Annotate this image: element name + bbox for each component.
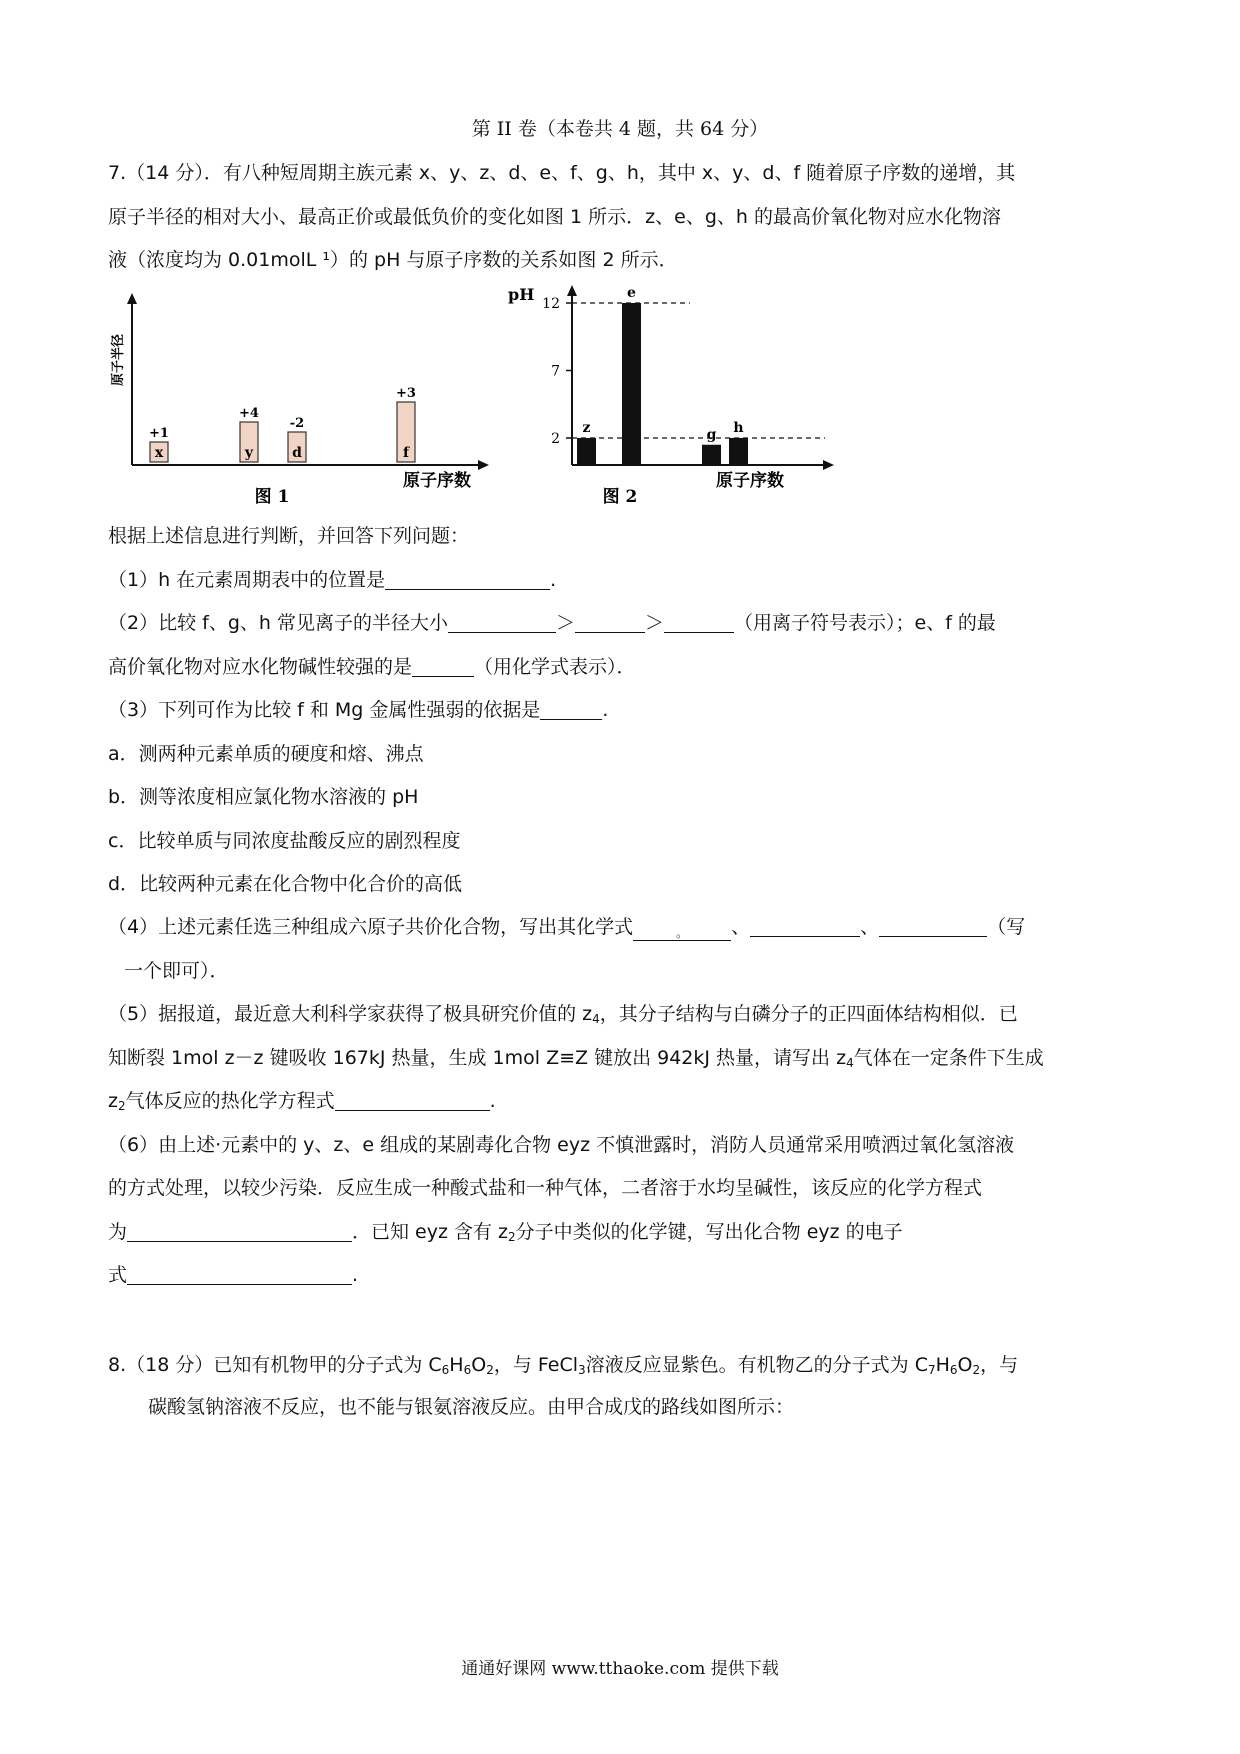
section-title: 第 II 卷（本卷共 4 题，共 64 分） bbox=[471, 118, 769, 140]
q7-intro-line-2: 原子半径的相对大小、最高正价或最低负价的变化如图 1 所示．z、e、g、h 的最高价氧化物对应水化物溶 bbox=[108, 206, 1001, 228]
fig1-bar-category-label: f bbox=[402, 445, 410, 461]
q7-part-2-text: （2）比较 f、g、h 常见离子的半径大小 bbox=[108, 612, 448, 634]
fig2-ytick-label: 12 bbox=[542, 296, 560, 312]
q7-part-6-text-c1: 为 bbox=[108, 1221, 128, 1243]
q7-part-6: （6）由上述·元素中的 y、z、e 组成的某剧毒化合物 eyz 不慎泄露时，消防人员通常采用喷洒过氧化氢溶液 bbox=[108, 1134, 1015, 1156]
option-c: c．比较单质与同浓度盐酸反应的剧烈程度 bbox=[108, 830, 461, 852]
fig1-valence-label: -2 bbox=[289, 416, 305, 431]
fig1-bars bbox=[149, 386, 416, 462]
subscript: 3 bbox=[578, 1363, 586, 1377]
fig2-ytick-label: 7 bbox=[551, 363, 560, 380]
answer-blank-2c[interactable] bbox=[664, 612, 734, 633]
answer-blank-2d[interactable] bbox=[412, 656, 474, 677]
q7-part-6-line-3 bbox=[108, 1219, 903, 1250]
q7-part-5 bbox=[108, 1001, 1018, 1032]
subscript: 2 bbox=[486, 1363, 494, 1377]
fig2-bar-label: h bbox=[733, 420, 744, 436]
q7-part-4 bbox=[108, 914, 1025, 941]
q7-part-1-end: . bbox=[550, 569, 557, 591]
answer-blank-5[interactable] bbox=[335, 1090, 490, 1111]
fig1-x-arrow bbox=[478, 460, 489, 470]
q7-part-5-text-a2: ，其分子结构与白磷分子的正四面体结构相似．已 bbox=[599, 1003, 1018, 1025]
q8-text: 8.（18 分）已知有机物甲的分子式为 C bbox=[108, 1354, 442, 1376]
fig1-valence-label: +4 bbox=[239, 406, 259, 421]
fig1-valence-label: +1 bbox=[149, 426, 169, 441]
answer-blank-2a[interactable] bbox=[448, 612, 556, 633]
q8-text: O bbox=[957, 1354, 973, 1376]
q7-intro-line-1: 7.（14 分）．有八种短周期主族元素 x、y、z、d、e、f、g、h，其中 x、y、d、f 随着原子序数的递增，其 bbox=[108, 162, 1016, 184]
answer-blank-6a[interactable] bbox=[127, 1221, 352, 1242]
answer-blank-6b[interactable] bbox=[127, 1264, 352, 1285]
fig1-ylabel: 原子半径 bbox=[111, 333, 126, 387]
fig2-y-arrow bbox=[567, 285, 577, 296]
q7-intro-line-3: 液（浓度均为 0.01molL ¹）的 pH 与原子序数的关系如图 2 所示． bbox=[108, 249, 678, 271]
fig2-ylabel: pH bbox=[508, 285, 535, 304]
answer-blank-1[interactable] bbox=[385, 569, 550, 590]
q8-text: H bbox=[449, 1354, 464, 1376]
fig2-bar-label: e bbox=[627, 285, 636, 301]
answer-blank-4c[interactable] bbox=[879, 916, 987, 937]
page-footer: 通通好课网 www.tthaoke.com 提供下载 bbox=[461, 1659, 779, 1679]
q7-part-2 bbox=[108, 610, 996, 636]
fig2-bar-e bbox=[622, 303, 641, 465]
fig1-bar-category-label: y bbox=[244, 445, 254, 461]
q7-part-4-cont: 一个即可）． bbox=[124, 960, 229, 982]
q7-part-4-text: （4）上述元素任选三种组成六原子共价化合物，写出其化学式 bbox=[108, 916, 634, 938]
fig1-valence-label: +3 bbox=[396, 386, 416, 401]
q7-part-1-text: （1）h 在元素周期表中的位置是 bbox=[108, 569, 386, 591]
fig2-bar-g bbox=[702, 445, 721, 465]
q7-part-5-line-3 bbox=[108, 1088, 496, 1119]
faint-dot: 。 bbox=[676, 926, 689, 940]
q7-part-6-end: . bbox=[352, 1264, 359, 1286]
subscript: 2 bbox=[972, 1363, 981, 1377]
q8-text: ，与 bbox=[980, 1354, 1019, 1376]
q7-part-2-text-b: （用离子符号表示）；e、f 的最 bbox=[734, 612, 996, 634]
figure-1-chart bbox=[100, 290, 500, 515]
answer-blank-4b[interactable] bbox=[750, 916, 860, 937]
fig1-bar-category-label: d bbox=[292, 445, 302, 461]
q8-text: O bbox=[471, 1354, 487, 1376]
fig1-y-arrow bbox=[127, 293, 137, 304]
fig2-title: 图 2 bbox=[602, 487, 638, 507]
q7-part-6-line-4 bbox=[108, 1262, 358, 1288]
q7-part-6-text-c3: 分子中类似的化学键，写出化合物 eyz 的电子 bbox=[515, 1221, 903, 1243]
q8-line-1 bbox=[108, 1352, 1018, 1383]
q7-part-2-text-c: 高价氧化物对应水化物碱性较强的是 bbox=[108, 656, 413, 678]
answer-blank-3[interactable] bbox=[540, 699, 602, 720]
subscript: 4 bbox=[592, 1012, 600, 1026]
subscript: 2 bbox=[117, 1099, 126, 1113]
q7-part-2-cont bbox=[108, 654, 636, 680]
q8-text: ，与 FeCl bbox=[493, 1354, 579, 1376]
q7-part-2-text-d: （用化学式表示）． bbox=[474, 656, 636, 678]
q7-part-4-text-b: （写 bbox=[987, 916, 1026, 938]
fig2-bar-z bbox=[577, 438, 596, 465]
q7-part-5-line-2 bbox=[108, 1045, 1044, 1076]
q7-part-6-text-c2: ．已知 eyz 含有 z bbox=[352, 1221, 509, 1243]
q8-text: 溶液反应显紫色。有机物乙的分子式为 C bbox=[585, 1354, 928, 1376]
gt-sign: ＞ bbox=[555, 612, 575, 634]
fig2-bar-label: g bbox=[706, 426, 717, 443]
fig1-xlabel: 原子序数 bbox=[403, 471, 471, 491]
subscript: 6 bbox=[441, 1363, 450, 1377]
figure-2-chart bbox=[508, 280, 840, 515]
fig1-bar-category-label: x bbox=[154, 445, 164, 461]
gt-sign: ＞ bbox=[644, 612, 664, 634]
fig2-xlabel: 原子序数 bbox=[716, 471, 784, 491]
answer-blank-4a[interactable] bbox=[633, 920, 731, 941]
fig2-bar-h bbox=[729, 438, 748, 465]
q7-part-3-text: （3）下列可作为比较 f 和 Mg 金属性强弱的依据是 bbox=[108, 699, 541, 721]
q7-part-3 bbox=[108, 697, 608, 723]
q8-text: H bbox=[935, 1354, 950, 1376]
subscript: 6 bbox=[463, 1363, 472, 1377]
q7-lead: 根据上述信息进行判断，并回答下列问题： bbox=[108, 525, 470, 547]
q7-part-1 bbox=[108, 567, 556, 593]
q7-part-5-end: . bbox=[489, 1090, 496, 1112]
subscript: 2 bbox=[508, 1230, 516, 1244]
q7-part-5-text-b2: 气体在一定条件下生成 bbox=[853, 1047, 1044, 1069]
fig2-ytick-label: 2 bbox=[551, 431, 560, 447]
q7-part-5-text: （5）据报道，最近意大利科学家获得了极具研究价值的 z bbox=[108, 1003, 593, 1025]
option-d: d．比较两种元素在化合物中化合价的高低 bbox=[108, 873, 463, 895]
fig1-title: 图 1 bbox=[254, 487, 290, 507]
option-b: b．测等浓度相应氯化物水溶液的 pH bbox=[108, 786, 419, 808]
q7-part-5-text-b: 知断裂 1mol z－z 键吸收 167kJ 热量，生成 1mol Z≡Z 键放出 942kJ 热量，请写出 z bbox=[108, 1047, 847, 1069]
answer-blank-2b[interactable] bbox=[575, 612, 645, 633]
q7-part-5-text-c2: 气体反应的热化学方程式 bbox=[125, 1090, 335, 1112]
q8-line-2: 碳酸氢钠溶液不反应，也不能与银氨溶液反应。由甲合成戊的路线如图所示： bbox=[148, 1396, 795, 1418]
q7-part-6-text-d1: 式 bbox=[108, 1264, 128, 1286]
q7-part-3-end: . bbox=[602, 699, 609, 721]
option-a: a．测两种元素单质的硬度和熔、沸点 bbox=[108, 743, 424, 765]
fig2-bar-label: z bbox=[582, 420, 591, 436]
q7-part-6-line-2: 的方式处理，以较少污染．反应生成一种酸式盐和一种气体，二者溶于水均呈碱性，该反应的化学方程式 bbox=[108, 1177, 983, 1199]
subscript: 4 bbox=[846, 1056, 854, 1070]
fig2-x-arrow bbox=[823, 460, 834, 470]
subscript: 7 bbox=[927, 1363, 936, 1377]
q7-part-5-text-c1: z bbox=[108, 1090, 118, 1112]
separator: 、 bbox=[731, 916, 751, 938]
separator: 、 bbox=[860, 916, 880, 938]
subscript: 6 bbox=[949, 1363, 958, 1377]
